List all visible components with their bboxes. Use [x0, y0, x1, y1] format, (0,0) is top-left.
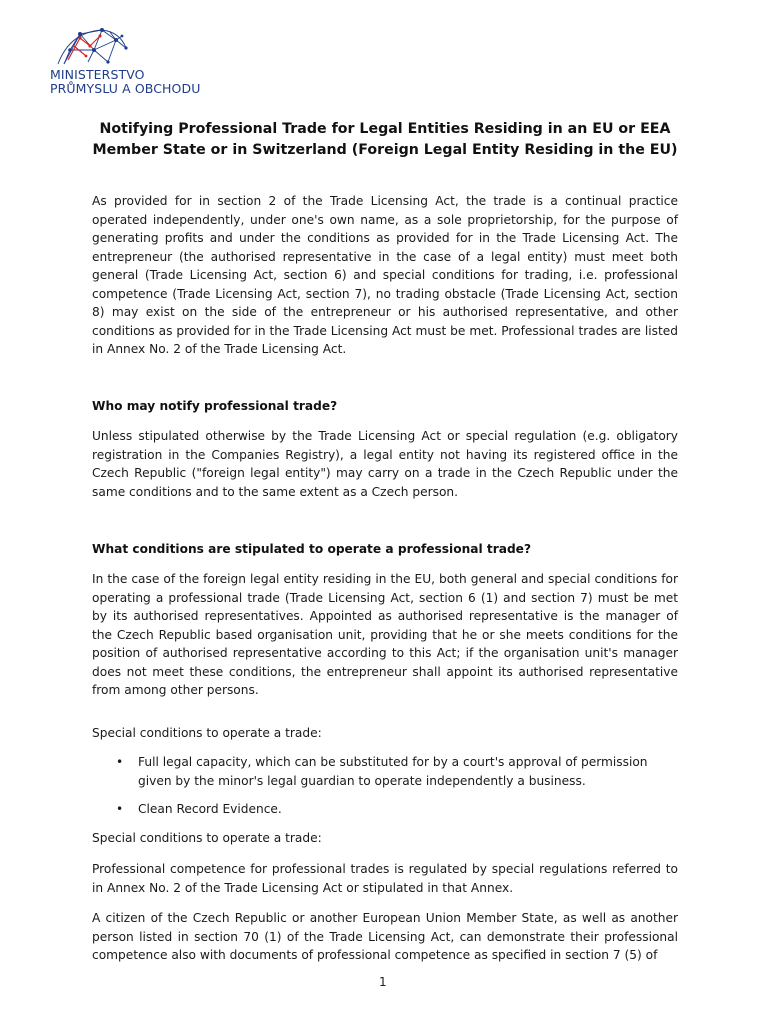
section2-paragraph: In the case of the foreign legal entity residing in the EU, both general and special conditions for operating a professional trade (Trade Licensing Act, section 6 (1) and section 7) must be met by its authorised representatives. Appointed as authorised representative is the manager of the Czech Republic based organisation unit, providing that he or she meets conditions for the position of authorised representative according to this Act; if the organisation unit's manager does not meet these conditions, the entrepreneur shall appoint its authorised representative from among other persons.: [92, 572, 678, 697]
list-item-text: Clean Record Evidence.: [138, 802, 282, 816]
section1-heading: Who may notify professional trade?: [92, 399, 338, 413]
globe-network-icon: [50, 26, 130, 68]
list-item-text: Full legal capacity, which can be substituted for by a court's approval of permission given by the minor's legal guardian to operate independently a business.: [138, 755, 648, 788]
special-conditions-label-1: Special conditions to operate a trade:: [92, 726, 322, 740]
logo-line-1: MINISTERSTVO: [50, 67, 145, 82]
section1-paragraph: Unless stipulated otherwise by the Trade Licensing Act or special regulation (e.g. obligatory registration in the Companies Registry), a legal entity not having its registered office in the Czech Republic ("foreign legal entity") may carry on a trade in the Czech Republic under the same conditions and to the same extent as a Czech person.: [92, 429, 678, 499]
ministry-logo: [50, 26, 220, 98]
intro-paragraph: As provided for in section 2 of the Trade Licensing Act, the trade is a continual practice operated independently, under one's own name, as a sole proprietorship, for the purpose of generating profits and under the conditions as provided for in the Trade Licensing Act. The entrepreneur (the authorised representative in the case of a legal entity) must meet both general (Trade Licensing Act, section 6) and special conditions for trading, i.e. professional competence (Trade Licensing Act, section 7), no trading obstacle (Trade Licensing Act, section 8) may exist on the side of the entrepreneur or his authorised representative, and other conditions as provided for in the Trade Licensing Act must be met. Professional trades are listed in Annex No. 2 of the Trade Licensing Act.: [92, 194, 678, 356]
page-title: [80, 119, 690, 161]
bullet-icon: •: [116, 802, 124, 816]
bullet-icon: •: [116, 755, 124, 769]
competence-paragraph: Professional competence for professional trades is regulated by special regulations referred to in Annex No. 2 of the Trade Licensing Act or stipulated in that Annex.: [92, 862, 678, 895]
page-number: 1: [379, 975, 387, 989]
section2-heading: What conditions are stipulated to operate a professional trade?: [92, 542, 532, 556]
special-conditions-label-2: Special conditions to operate a trade:: [92, 831, 322, 845]
title-line-1: Notifying Professional Trade for Legal Entities Residing in an EU or EEA: [99, 121, 671, 137]
logo-wordmark: [50, 68, 200, 95]
logo-line-2: PRŮMYSLU A OBCHODU: [50, 80, 201, 96]
citizen-paragraph: A citizen of the Czech Republic or another European Union Member State, as well as another person listed in section 70 (1) of the Trade Licensing Act, can demonstrate their professional competence also with documents of professional competence as specified in section 7 (5) of: [92, 911, 678, 962]
title-line-2: Member State or in Switzerland (Foreign Legal Entity Residing in the EU): [92, 142, 678, 158]
